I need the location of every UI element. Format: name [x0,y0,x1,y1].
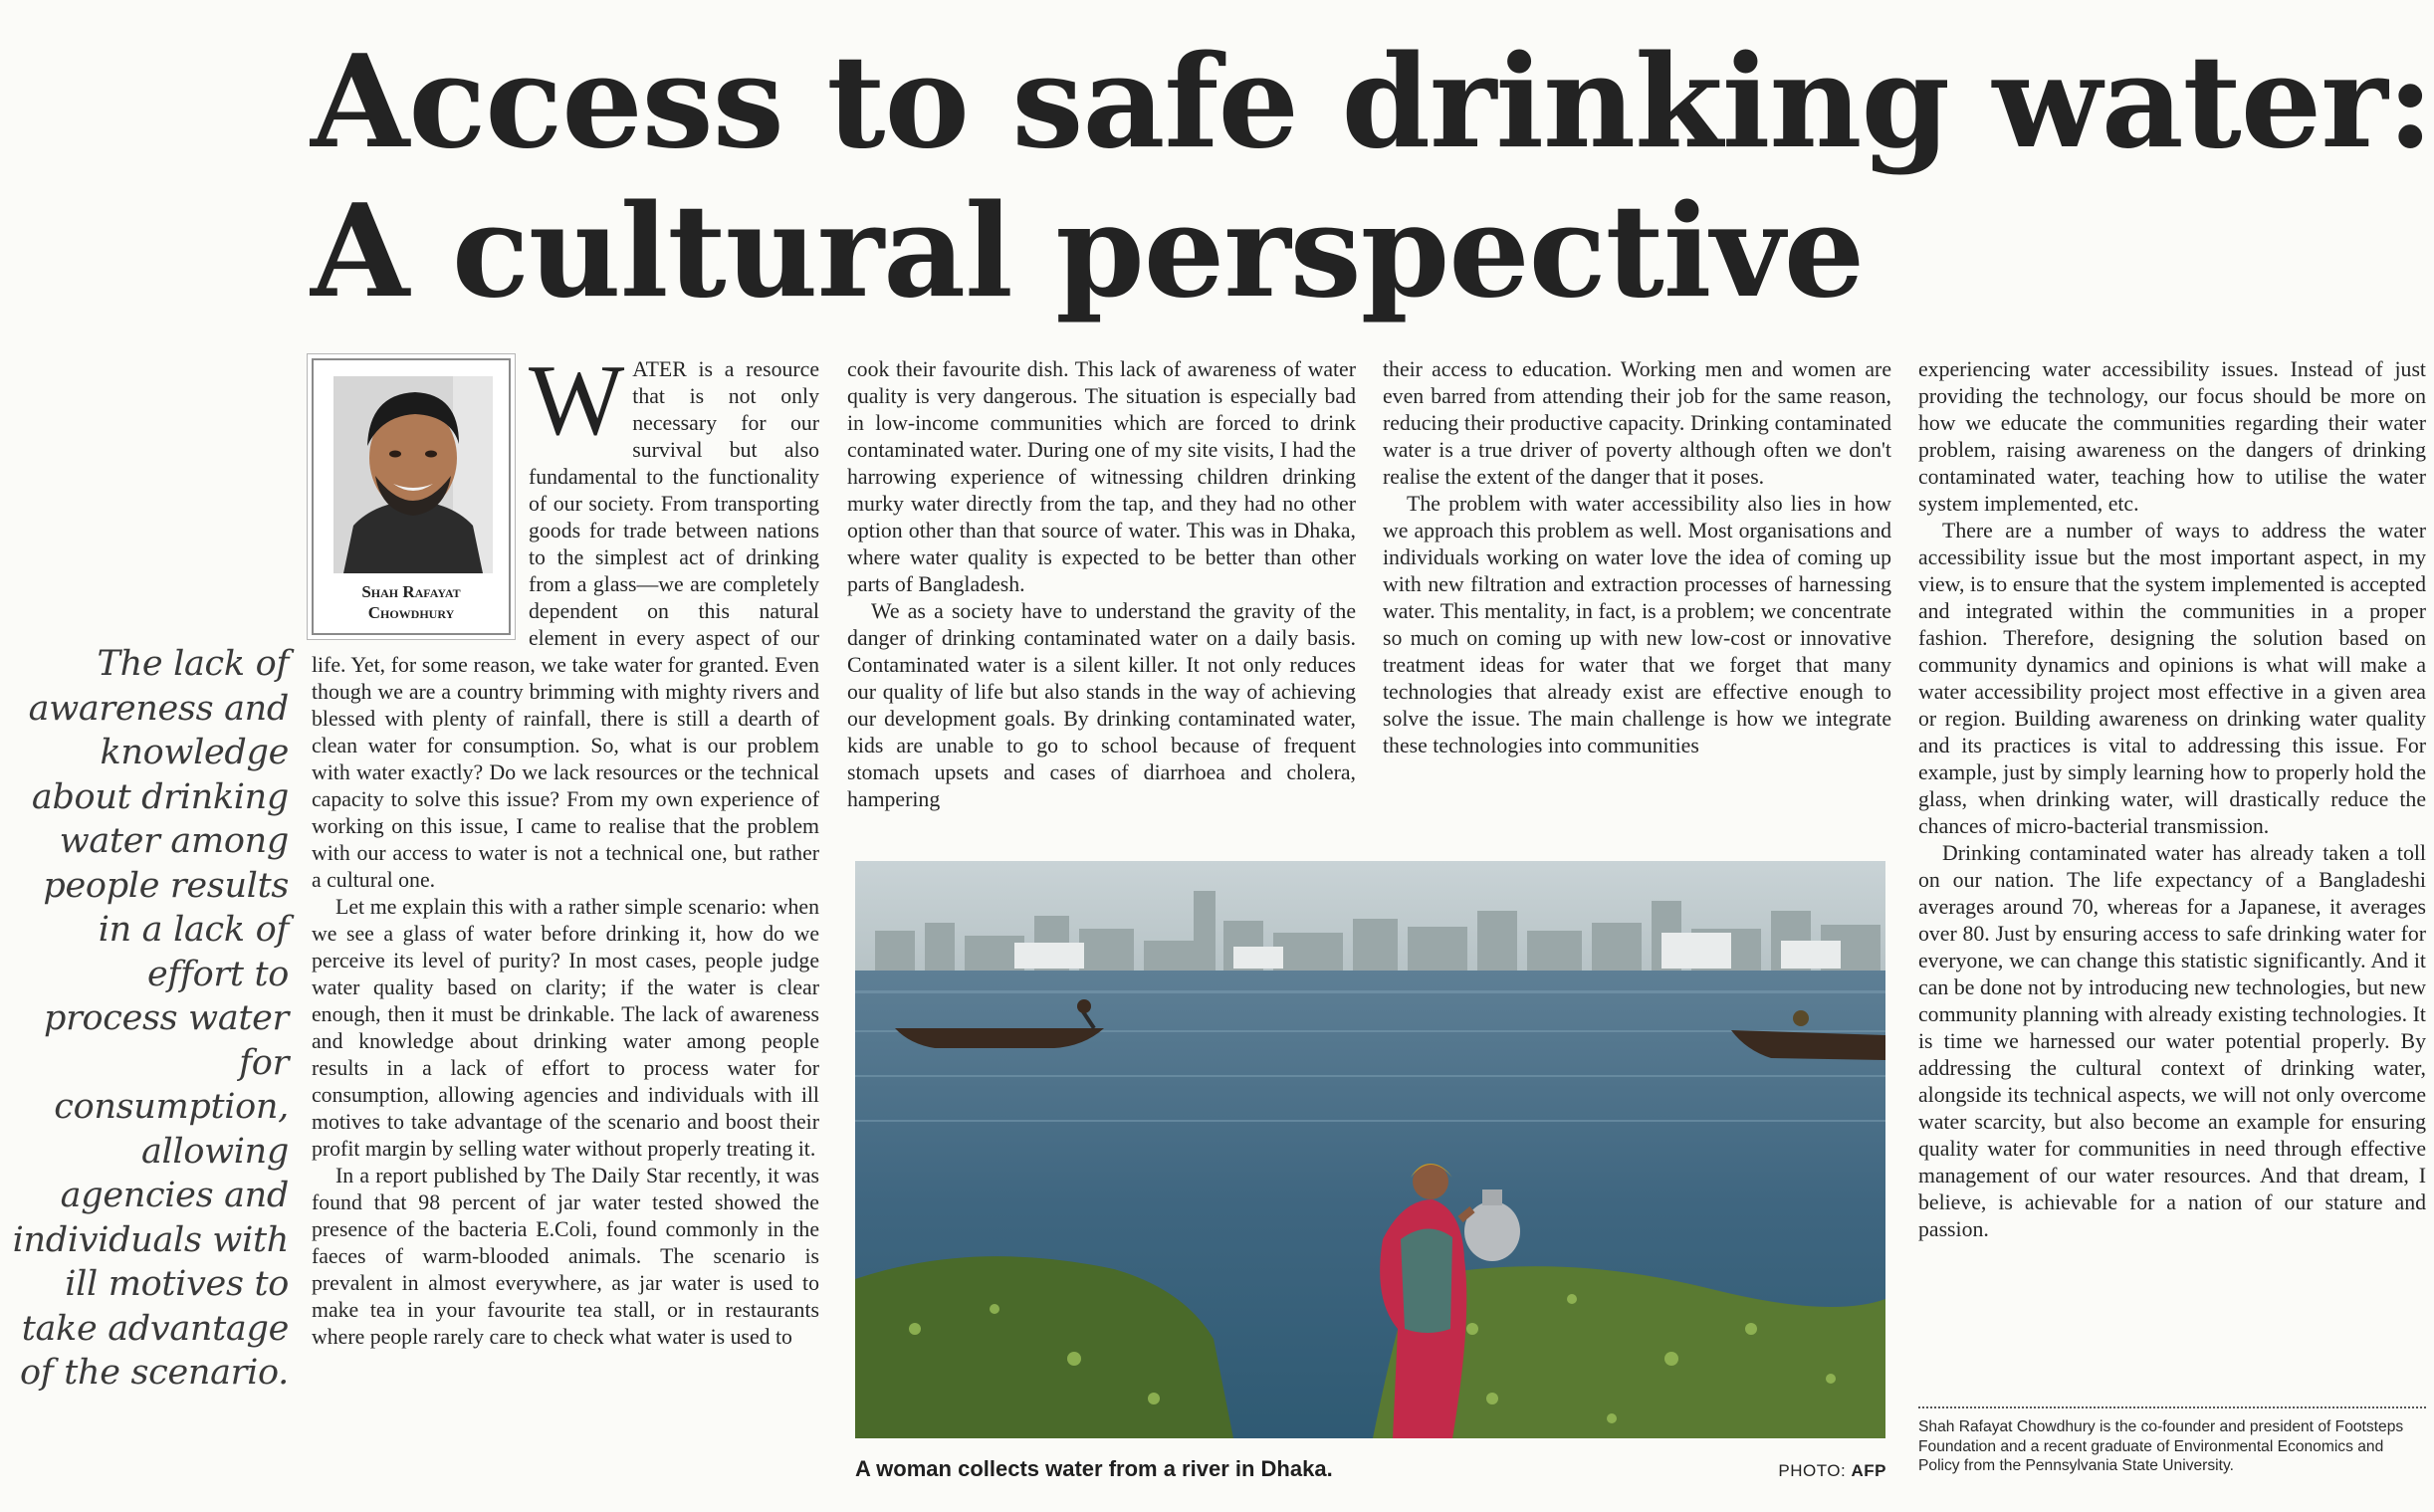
paragraph-5-continued: experiencing water accessibility issues. Instead of just providing the technology, our focus should be more on how we educate the communities regarding their water problem, raising awareness on the dangers of drinking contaminated water, teaching how to utilise the water system implemented, etc. [1918,357,2426,516]
author-photo [333,376,493,573]
paragraph-5: The problem with water accessibility also lies in how we approach this problem as well. Most organisations and individuals working on water love the idea of coming up with new filtration and extraction processes of harnessing water. This mentality, in fact, is a problem; we concentrate so much on coming up with new low-cost or innovative treatment ideas for water that we forget that many technologies that already exist are effective enough to solve the issue. The main challenge is how we integrate these technologies into communities [1383,492,1891,757]
river-photo [855,861,1885,1438]
paragraph-7: Drinking contaminated water has already taken a toll on our nation. The life expectancy of a Bangladeshi averages around 70, whereas for a Japanese, it averages over 80. Just by ensuring access to safe drinking water for everyone, we can change this statistic significantly. And it can be done not by introducing new technologies, but new community planning with already existing technologies. It is time we harnessed our water potential properly. By addressing the cultural context of drinking water, alongside its technical aspects, we will not only overcome water scarcity, but also become an example for ensuring quality water for communities in need through effective management of our water resources. And that dream, I believe, is achievable for a nation of our stature and passion. [1918,841,2426,1241]
photo-credit-label: PHOTO: [1778,1461,1847,1480]
headline-line-2: A cultural perspective [311,177,1865,326]
author-name-line-1: Shah Rafayat [361,582,461,601]
headline-line-1: Access to safe drinking water: [311,28,2433,177]
paragraph-3: In a report published by The Daily Star recently, it was found that 98 percent of jar water tested showed the presence of the bacteria E.Coli, found commonly in the faeces of warm-blooded animals. The scenario is prevalent in almost everywhere, as jar water is used to make tea in your favourite tea stall, or in restaurants where people rarely care to check what water is used to [312,1164,819,1349]
article-column-1 [312,344,819,1351]
drop-cap: W [529,344,625,457]
photo-caption: A woman collects water from a river in Dhaka. [855,1456,1333,1481]
article-column-2 [847,356,1356,813]
author-portrait-image [333,376,493,573]
paragraph-1-text: ATER is a resource that is not only necessary for our survival but also fundamental to the functionality of our society. From transporting goods for trade between nations to the simplest act of drinking from a glass—we are completely dependent on this natural element in every aspect of our life. Yet, for some reason, we take water for granted. Even though we are a country brimming with mighty rivers and blessed with plenty of rainfall, there is still a dearth of clean water for consumption. So, what is our problem with water exactly? Do we lack resources or the technical capacity to solve this issue? From my own experience of working on this issue, I came to realise that the problem with our access to water is not a technical one, but rather a cultural one. [312,357,819,892]
article-column-3 [1383,356,1891,759]
author-name-line-2: Chowdhury [367,603,455,622]
photo-credit [1778,1461,1886,1481]
author-bio: Shah Rafayat Chowdhury is the co-founder and president of Footsteps Foundation and a recent graduate of Environmental Economics and Policy from the Pennsylvania State University. [1918,1418,2404,1474]
paragraph-2: Let me explain this with a rather simple scenario: when we see a glass of water before drinking it, how do we perceive its level of purity? In most cases, people judge water quality based on clarity; if the water is clear enough, then it must be drinkable. The lack of awareness and knowledge about drinking water among people results in a lack of effort to process water for consumption, allowing agencies and individuals with ill motives to take advantage of the scenario and boost their profit margin by selling water without properly treating it. [312,895,819,1161]
pull-quote: The lack of awareness and knowledge about drinking water among people results in a lack of effort to process water for consumption, allowing agencies and individuals with ill motives to take advantage of the scenario. [12,644,289,1393]
river-scene-image [855,861,1885,1438]
headline [311,28,2433,326]
photo-credit-source: AFP [1851,1461,1886,1480]
paragraph-6: There are a number of ways to address the water accessibility issue but the most important aspect, in my view, is to ensure that the system implemented is accepted and integrated within the communities in a proper fashion. Therefore, designing the solution based on community dynamics and opinions is what will make a water accessibility project most effective in a given area or region. Building awareness on drinking water quality and its practices is vital to addressing this issue. For example, just by simply learning how to properly hold the glass, when drinking water, will drastically reduce the chances of micro-bacterial transmission. [1918,519,2426,838]
author-byline [314,581,509,623]
paragraph-4-continued: their access to education. Working men and women are even barred from attending their job for the same reason, reducing their productive capacity. Drinking contaminated water is a true driver of poverty although often we don't realise the extent of the danger that it poses. [1383,357,1891,489]
paragraph-4: We as a society have to understand the gravity of the danger of drinking contaminated water on a daily basis. Contaminated water is a silent killer. It not only reduces our quality of life but also stands in the way of achieving our development goals. By drinking contaminated water, kids are unable to go to school because of frequent stomach upsets and cases of diarrhoea and cholera, hampering [847,599,1356,811]
paragraph-3-continued: cook their favourite dish. This lack of awareness of water quality is very dangerous. The situation is especially bad in low-income communities which are forced to drink contaminated water. During one of my site visits, I had the harrowing experience of witnessing children drinking murky water directly from the tap, and they had no other option other than that source of water. This was in Dhaka, where water quality is expected to be better than other parts of Bangladesh. [847,357,1356,596]
author-box [312,358,511,635]
bio-divider [1918,1406,2426,1408]
article-column-4 [1918,356,2426,1243]
